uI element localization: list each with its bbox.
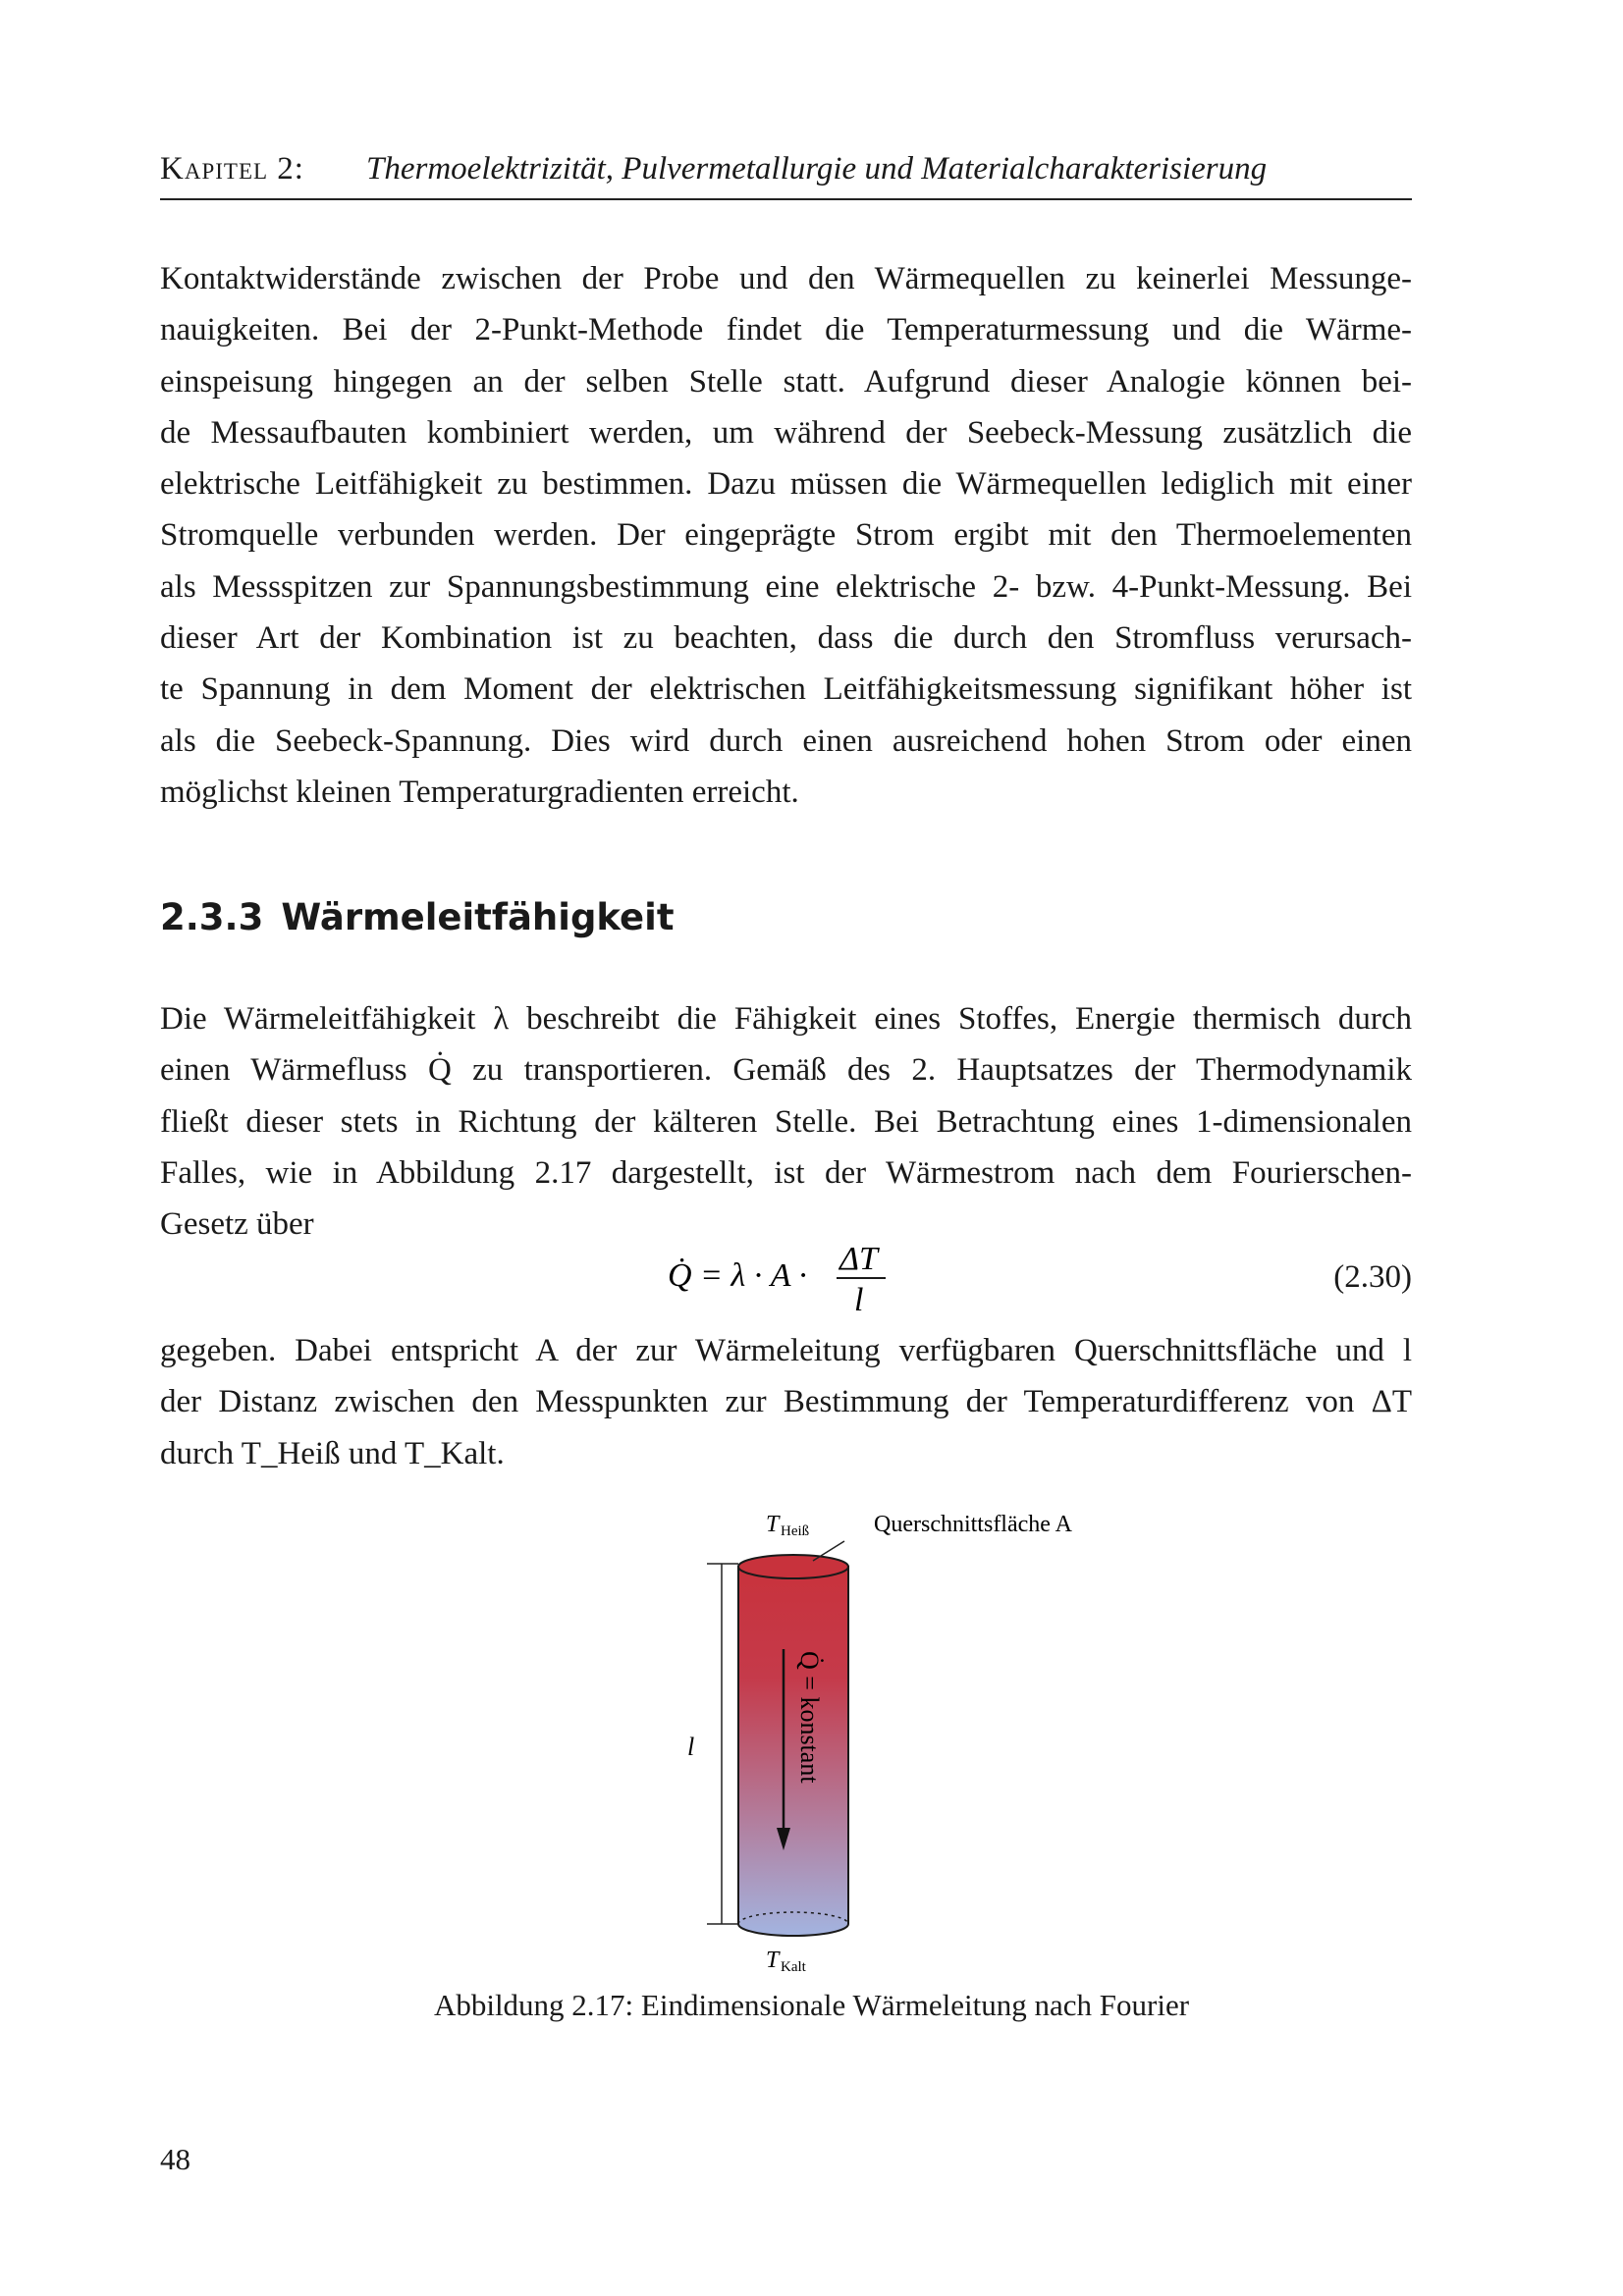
- text-line: gegeben. Dabei entspricht A der zur Wärmeleitung verfügbaren Querschnittsfläche und l: [160, 1333, 1412, 1368]
- equation-number: (2.30): [1333, 1259, 1412, 1295]
- text-line: Kontaktwiderstände zwischen der Probe und den Wärmequellen zu keinerlei Messunge-: [160, 261, 1412, 296]
- length-label: l: [687, 1733, 695, 1761]
- chapter-title: Thermoelektrizität, Pulvermetallurgie und Materialcharakterisierung: [366, 151, 1268, 187]
- text-line: durch T_Heiß und T_Kalt.: [160, 1435, 505, 1471]
- paragraph-3: [160, 1325, 1412, 1479]
- cold-temperature-subscript: Kalt: [781, 1959, 806, 1975]
- flow-label: Q̇ = konstant: [795, 1651, 824, 1784]
- section-title: Wärmeleitfähigkeit: [281, 896, 675, 938]
- page-number: 48: [160, 2142, 190, 2176]
- paragraph-1: [160, 253, 1412, 818]
- equation-lhs: Q̇ = λ · A ·: [668, 1257, 807, 1294]
- chapter-label: Kapitel 2:: [160, 151, 304, 187]
- text-line: Falles, wie in Abbildung 2.17 dargestellt, ist der Wärmestrom nach dem Fourierschen-: [160, 1154, 1412, 1191]
- text-line: einen Wärmefluss Q̇ zu transportieren. Gemäß des 2. Hauptsatzes der Thermodynamik: [160, 1052, 1412, 1089]
- hot-temperature-subscript: Heiß: [781, 1523, 810, 1539]
- text-line: dieser Art der Kombination ist zu beachten, dass die durch den Stromfluss verursach-: [160, 620, 1412, 657]
- figure-heat-conduction: [648, 1502, 1178, 1987]
- paragraph-2: [160, 993, 1412, 1250]
- text-line: der Distanz zwischen den Messpunkten zur Bestimmung der Temperaturdifferenz von ΔT: [160, 1384, 1412, 1420]
- text-line: elektrische Leitfähigkeit zu bestimmen. Dazu müssen die Wärmequellen lediglich mit einer: [160, 466, 1412, 503]
- cylinder-top-face: [738, 1555, 848, 1578]
- equation-denominator: l: [854, 1282, 864, 1318]
- equation: [668, 1232, 923, 1329]
- text-line: de Messaufbauten kombiniert werden, um während der Seebeck-Messung zusätzlich die: [160, 414, 1412, 451]
- section-number: 2.3.3: [160, 896, 264, 938]
- running-header: [160, 147, 1412, 200]
- text-line: einspeisung hingegen an der selben Stelle statt. Aufgrund dieser Analogie können bei-: [160, 363, 1412, 400]
- text-line: Gesetz über: [160, 1206, 314, 1243]
- area-label: Querschnittsfläche A: [874, 1512, 1072, 1537]
- text-line: te Spannung in dem Moment der elektrischen Leitfähigkeitsmessung signifikant höher ist: [160, 671, 1412, 708]
- section-heading: [160, 896, 675, 938]
- text-line: als die Seebeck-Spannung. Dies wird durch einen ausreichend hohen Strom oder einen: [160, 722, 1412, 759]
- text-line: Die Wärmeleitfähigkeit λ beschreibt die Fähigkeit eines Stoffes, Energie thermisch durch: [160, 1001, 1412, 1037]
- text-line: Stromquelle verbunden werden. Der eingeprägte Strom ergibt mit den Thermoelementen: [160, 517, 1412, 554]
- text-line: als Messspitzen zur Spannungsbestimmung eine elektrische 2- bzw. 4-Punkt-Messung. Bei: [160, 568, 1412, 605]
- text-line: fließt dieser stets in Richtung der kälteren Stelle. Bei Betrachtung eines 1-dimensionalen: [160, 1103, 1412, 1140]
- equation-graphic: [668, 1232, 923, 1320]
- cylinder-diagram: [648, 1502, 1178, 1983]
- cylinder-body: [738, 1567, 848, 1936]
- text-line: möglichst kleinen Temperaturgradienten erreicht.: [160, 774, 799, 810]
- equation-numerator: ΔT: [839, 1241, 878, 1277]
- figure-caption: Abbildung 2.17: Eindimensionale Wärmeleitung nach Fourier: [433, 1988, 1190, 2022]
- hot-temperature-label: T: [766, 1512, 780, 1537]
- cold-temperature-label: T: [766, 1948, 780, 1973]
- text-line: nauigkeiten. Bei der 2-Punkt-Methode findet die Temperaturmessung und die Wärme-: [160, 312, 1412, 348]
